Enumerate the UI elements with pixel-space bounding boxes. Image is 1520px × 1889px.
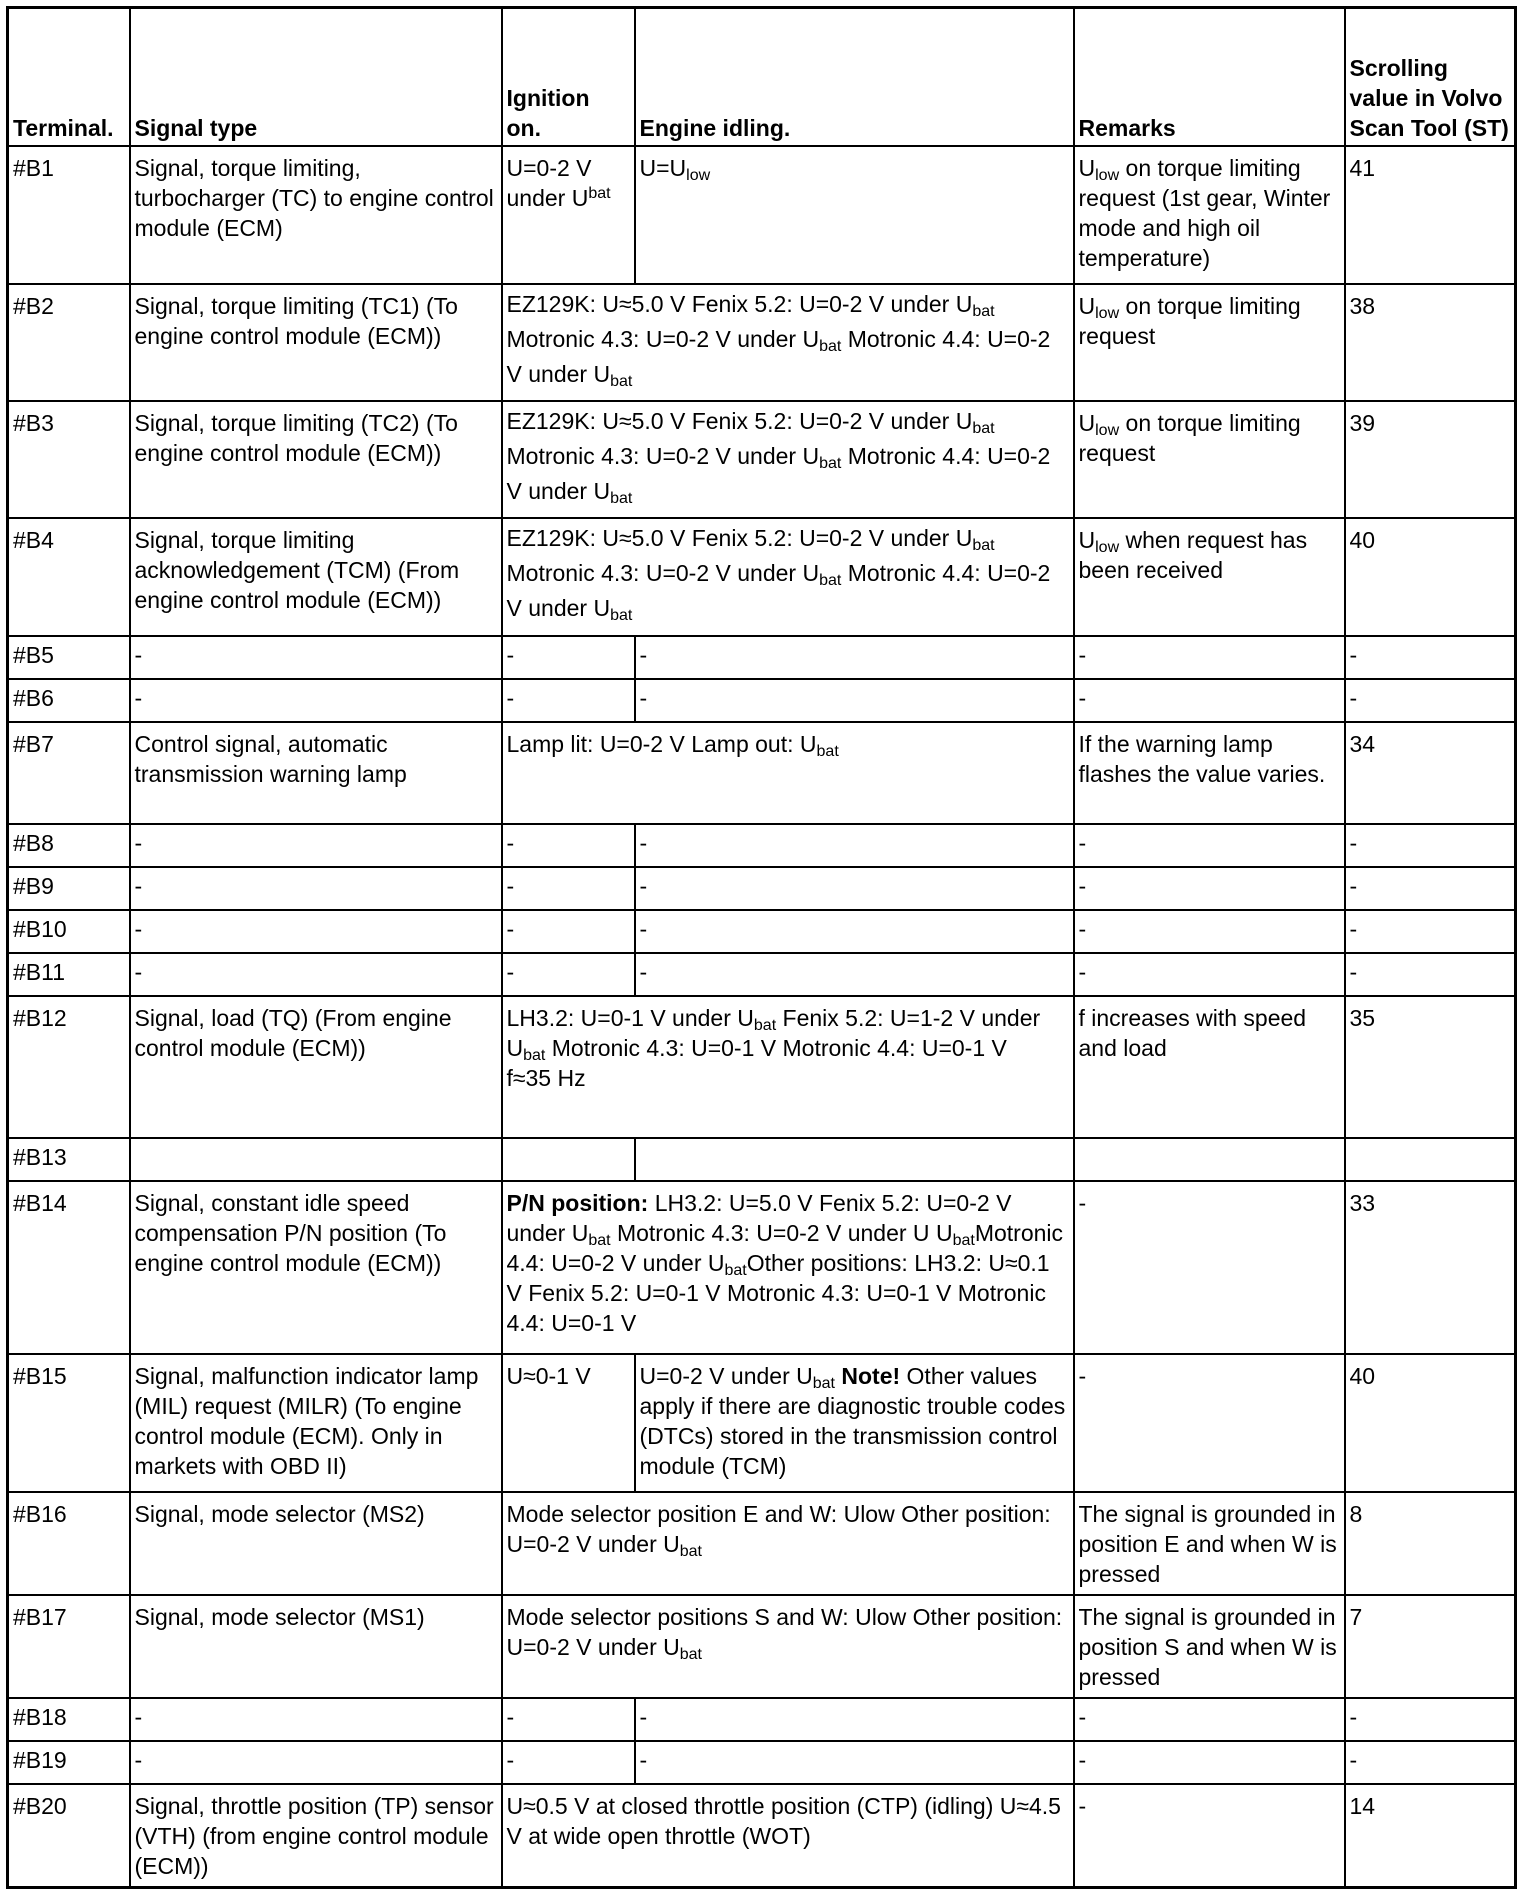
scroll-value-cell: - <box>1345 636 1516 679</box>
table-row <box>8 1741 1516 1784</box>
table-row <box>8 1784 1516 1888</box>
table-row <box>8 679 1516 722</box>
remarks-cell: - <box>1074 1741 1345 1784</box>
remarks-cell: If the warning lamp flashes the value varies. <box>1074 722 1345 824</box>
signal-type-cell: Signal, constant idle speed compensation P/N position (To engine control module (ECM)) <box>130 1181 502 1354</box>
engine-idling-cell: - <box>635 910 1074 953</box>
scroll-value-cell: 33 <box>1345 1181 1516 1354</box>
signal-type-cell: - <box>130 824 502 867</box>
terminal-cell: #B6 <box>8 679 130 722</box>
table-row <box>8 146 1516 284</box>
terminal-cell: #B20 <box>8 1784 130 1888</box>
signal-type-cell: - <box>130 867 502 910</box>
table-row <box>8 401 1516 518</box>
remarks-cell: The signal is grounded in position E and when W is pressed <box>1074 1492 1345 1595</box>
engine-idling-cell: U=0-2 V under $U_{bat}$ Note! Other values apply if there are diagnostic trouble codes (DTCs) stored in the transmission control module (TCM) <box>635 1354 1074 1492</box>
engine-idling-cell: - <box>635 953 1074 996</box>
remarks-cell: - <box>1074 1784 1345 1888</box>
signal-type-cell: Control signal, automatic transmission warning lamp <box>130 722 502 824</box>
signal-type-cell: Signal, throttle position (TP) sensor (VTH) (from engine control module (ECM)) <box>130 1784 502 1888</box>
signal-type-cell: Signal, torque limiting, turbocharger (TC) to engine control module (ECM) <box>130 146 502 284</box>
table-row <box>8 1698 1516 1741</box>
value-cell: Lamp lit: U=0-2 V Lamp out: $U_{bat}$ <box>502 722 1074 824</box>
terminal-signal-table-page <box>6 6 1517 1889</box>
remarks-cell: $U_{low}$ when request has been received <box>1074 518 1345 636</box>
remarks-cell: - <box>1074 1698 1345 1741</box>
signal-type-cell: Signal, torque limiting (TC2) (To engine control module (ECM)) <box>130 401 502 518</box>
ignition-on-cell: - <box>502 910 635 953</box>
remarks-cell <box>1074 1138 1345 1181</box>
table-row <box>8 636 1516 679</box>
terminal-cell: #B5 <box>8 636 130 679</box>
value-cell: Mode selector positions S and W: Ulow Other position: U=0-2 V under $U_{bat}$ <box>502 1595 1074 1698</box>
terminal-cell: #B8 <box>8 824 130 867</box>
terminal-cell: #B2 <box>8 284 130 401</box>
ignition-on-cell: - <box>502 679 635 722</box>
remarks-cell: - <box>1074 636 1345 679</box>
header-remarks: Remarks <box>1074 8 1345 146</box>
value-cell: EZ129K: U≈5.0 V Fenix 5.2: U=0-2 V under $U_{bat}$ Motronic 4.3: U=0-2 V under $U_{bat}$ Motronic 4.4: U=0-2 V under $U_{bat}$ <box>502 518 1074 636</box>
signal-type-cell: Signal, torque limiting (TC1) (To engine control module (ECM)) <box>130 284 502 401</box>
terminal-cell: #B11 <box>8 953 130 996</box>
scroll-value-cell: 34 <box>1345 722 1516 824</box>
scroll-value-cell: - <box>1345 1698 1516 1741</box>
terminal-cell: #B12 <box>8 996 130 1138</box>
scroll-value-cell: - <box>1345 867 1516 910</box>
header-scrolling-value: Scrolling value in Volvo Scan Tool (ST) <box>1345 8 1516 146</box>
value-cell: LH3.2: U=0-1 V under $U_{bat}$ Fenix 5.2: U=1-2 V under $U_{bat}$ Motronic 4.3: U=0-1 V Motronic 4.4: U=0-1 V f≈35 Hz <box>502 996 1074 1138</box>
value-cell: U≈0.5 V at closed throttle position (CTP) (idling) U≈4.5 V at wide open throttle (WOT) <box>502 1784 1074 1888</box>
scroll-value-cell: 7 <box>1345 1595 1516 1698</box>
signal-type-cell: - <box>130 679 502 722</box>
header-ignition-on: Ignition on. <box>502 8 635 146</box>
ignition-on-cell: - <box>502 867 635 910</box>
ignition-on-cell: U=0-2 V under $U^{bat}$ <box>502 146 635 284</box>
scroll-value-cell: 35 <box>1345 996 1516 1138</box>
ignition-on-cell: - <box>502 1698 635 1741</box>
terminal-cell: #B14 <box>8 1181 130 1354</box>
value-cell: EZ129K: U≈5.0 V Fenix 5.2: U=0-2 V under $U_{bat}$ Motronic 4.3: U=0-2 V under $U_{bat}$ Motronic 4.4: U=0-2 V under $U_{bat}$ <box>502 401 1074 518</box>
header-row <box>8 8 1516 146</box>
signal-type-cell: - <box>130 910 502 953</box>
table-row <box>8 996 1516 1138</box>
scroll-value-cell: 41 <box>1345 146 1516 284</box>
ignition-on-cell: - <box>502 824 635 867</box>
ignition-on-cell: U≈0-1 V <box>502 1354 635 1492</box>
value-cell: P/N position: LH3.2: U=5.0 V Fenix 5.2: U=0-2 V under $U_{bat}$ Motronic 4.3: U=0-2 V under U $U_{bat}Motronic$ 4.4: U=0-2 V under $U_{bat}Other$ positions: LH3.2: U≈0.1 V Fenix 5.2: U=0-1 V Motronic 4.3: U=0-1 V Motronic 4.4: U=0-1 V <box>502 1181 1074 1354</box>
engine-idling-cell: - <box>635 679 1074 722</box>
remarks-cell: - <box>1074 953 1345 996</box>
scroll-value-cell: - <box>1345 679 1516 722</box>
value-cell: EZ129K: U≈5.0 V Fenix 5.2: U=0-2 V under $U_{bat}$ Motronic 4.3: U=0-2 V under $U_{bat}$ Motronic 4.4: U=0-2 V under $U_{bat}$ <box>502 284 1074 401</box>
terminal-cell: #B9 <box>8 867 130 910</box>
scroll-value-cell: 14 <box>1345 1784 1516 1888</box>
table-row <box>8 867 1516 910</box>
table-row <box>8 953 1516 996</box>
terminal-cell: #B18 <box>8 1698 130 1741</box>
remarks-cell: - <box>1074 679 1345 722</box>
remarks-cell: The signal is grounded in position S and when W is pressed <box>1074 1595 1345 1698</box>
signal-type-cell: - <box>130 636 502 679</box>
scroll-value-cell: - <box>1345 953 1516 996</box>
ignition-on-cell: - <box>502 1741 635 1784</box>
terminal-cell: #B17 <box>8 1595 130 1698</box>
engine-idling-cell: - <box>635 1741 1074 1784</box>
engine-idling-cell <box>635 1138 1074 1181</box>
table-row <box>8 722 1516 824</box>
remarks-cell: - <box>1074 1354 1345 1492</box>
terminal-cell: #B10 <box>8 910 130 953</box>
scroll-value-cell: 38 <box>1345 284 1516 401</box>
remarks-cell: - <box>1074 824 1345 867</box>
table-row <box>8 284 1516 401</box>
header-signal-type: Signal type <box>130 8 502 146</box>
table-row <box>8 1181 1516 1354</box>
remarks-cell: f increases with speed and load <box>1074 996 1345 1138</box>
scroll-value-cell: - <box>1345 824 1516 867</box>
scroll-value-cell: 40 <box>1345 518 1516 636</box>
engine-idling-cell: - <box>635 1698 1074 1741</box>
signal-type-cell <box>130 1138 502 1181</box>
signal-type-cell: - <box>130 1741 502 1784</box>
remarks-cell: - <box>1074 867 1345 910</box>
terminal-signal-table <box>6 6 1517 1889</box>
terminal-cell: #B7 <box>8 722 130 824</box>
terminal-cell: #B16 <box>8 1492 130 1595</box>
header-engine-idling: Engine idling. <box>635 8 1074 146</box>
signal-type-cell: - <box>130 1698 502 1741</box>
table-row <box>8 910 1516 953</box>
table-row <box>8 824 1516 867</box>
remarks-cell: $U_{low}$ on torque limiting request <box>1074 284 1345 401</box>
terminal-cell: #B15 <box>8 1354 130 1492</box>
scroll-value-cell: 8 <box>1345 1492 1516 1595</box>
scroll-value-cell: 40 <box>1345 1354 1516 1492</box>
table-row <box>8 1138 1516 1181</box>
terminal-cell: #B3 <box>8 401 130 518</box>
remarks-cell: $U_{low}$ on torque limiting request (1st gear, Winter mode and high oil temperature) <box>1074 146 1345 284</box>
engine-idling-cell: - <box>635 867 1074 910</box>
engine-idling-cell: - <box>635 636 1074 679</box>
ignition-on-cell: - <box>502 636 635 679</box>
signal-type-cell: Signal, mode selector (MS2) <box>130 1492 502 1595</box>
remarks-cell: - <box>1074 1181 1345 1354</box>
signal-type-cell: Signal, torque limiting acknowledgement (TCM) (From engine control module (ECM)) <box>130 518 502 636</box>
terminal-cell: #B4 <box>8 518 130 636</box>
terminal-cell: #B19 <box>8 1741 130 1784</box>
signal-type-cell: Signal, malfunction indicator lamp (MIL) request (MILR) (To engine control module (ECM). Only in markets with OBD II) <box>130 1354 502 1492</box>
scroll-value-cell: 39 <box>1345 401 1516 518</box>
engine-idling-cell: - <box>635 824 1074 867</box>
table-row <box>8 1354 1516 1492</box>
signal-type-cell: - <box>130 953 502 996</box>
terminal-cell: #B1 <box>8 146 130 284</box>
table-row <box>8 1492 1516 1595</box>
header-terminal: Terminal. <box>8 8 130 146</box>
scroll-value-cell: - <box>1345 910 1516 953</box>
signal-type-cell: Signal, load (TQ) (From engine control module (ECM)) <box>130 996 502 1138</box>
signal-type-cell: Signal, mode selector (MS1) <box>130 1595 502 1698</box>
terminal-cell: #B13 <box>8 1138 130 1181</box>
engine-idling-cell: $U=U_{low}$ <box>635 146 1074 284</box>
scroll-value-cell <box>1345 1138 1516 1181</box>
ignition-on-cell <box>502 1138 635 1181</box>
table-row <box>8 518 1516 636</box>
scroll-value-cell: - <box>1345 1741 1516 1784</box>
value-cell: Mode selector position E and W: Ulow Other position: U=0-2 V under $U_{bat}$ <box>502 1492 1074 1595</box>
remarks-cell: $U_{low}$ on torque limiting request <box>1074 401 1345 518</box>
table-row <box>8 1595 1516 1698</box>
ignition-on-cell: - <box>502 953 635 996</box>
remarks-cell: - <box>1074 910 1345 953</box>
